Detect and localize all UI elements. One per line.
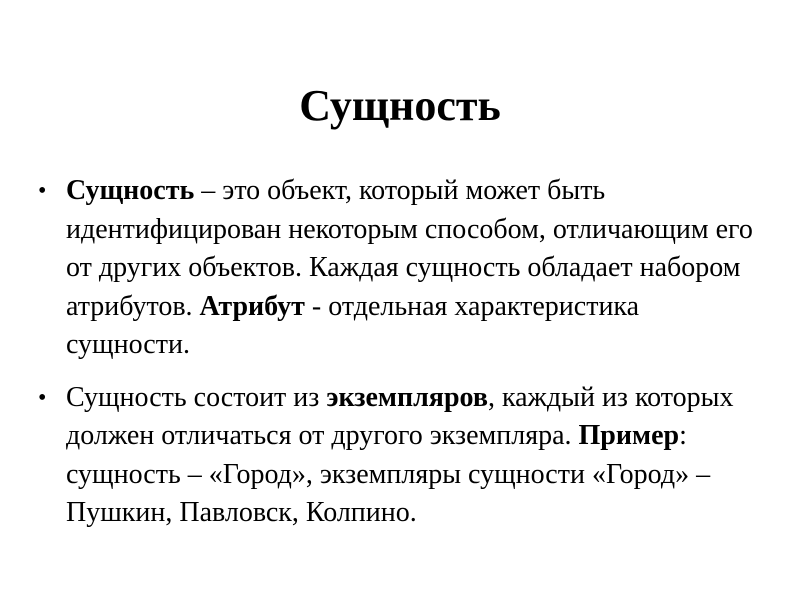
bullet-item-entity-definition <box>38 172 758 365</box>
term-instances: экземпляров <box>326 381 488 413</box>
definition-text: – это объект, который может быть идентифицирован некоторым способом, отличающим его от других объектов. Каждая сущность обладает набором атрибутов. <box>66 175 753 322</box>
bullet-list <box>38 172 758 547</box>
term-example: Пример <box>578 420 680 451</box>
attribute-definition-text: - отдельная характеристика сущности. <box>66 290 640 360</box>
bullet-icon: • <box>38 178 47 204</box>
term-attribute: Атрибут <box>199 290 305 322</box>
term-entity: Сущность <box>66 175 195 206</box>
instances-intro-text: Сущность состоит из <box>66 381 327 413</box>
example-text: : сущность – «Город», экземпляры сущности «Город» – Пушкин, Павловск, Колпино. <box>66 420 711 528</box>
slide-title: Сущность <box>299 81 501 130</box>
instances-text: , каждый из которых должен отличаться от другого экземпляра. <box>66 381 734 451</box>
bullet-item-entity-instances <box>38 379 758 533</box>
bullet-icon: • <box>38 384 47 411</box>
